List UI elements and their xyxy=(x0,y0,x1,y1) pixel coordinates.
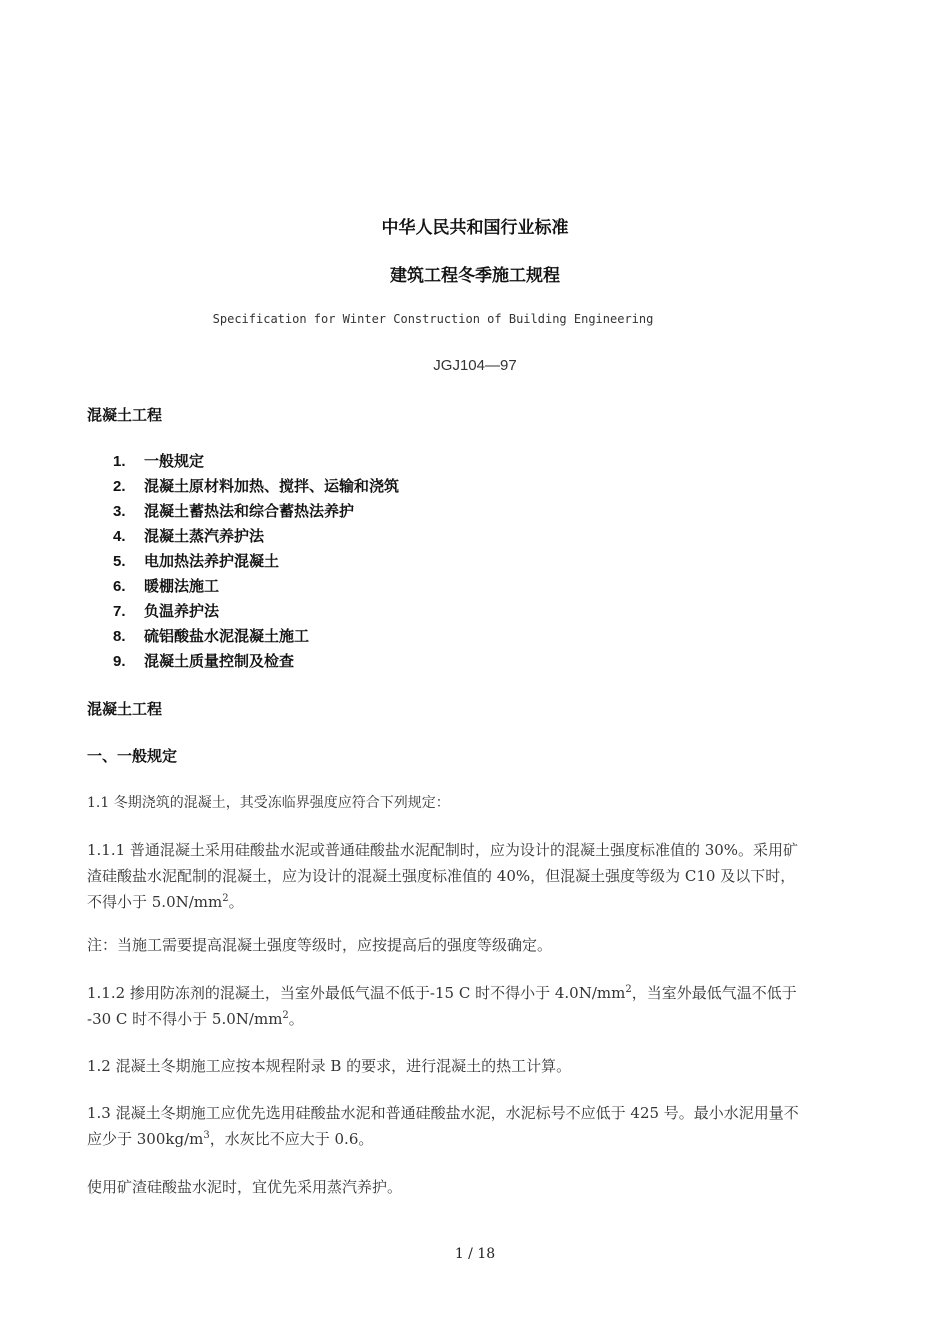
clause-line: 应少于 $300kg/m^3$，水灰比不应大于 0.6。 xyxy=(87,1130,374,1148)
clause-1-1-2 xyxy=(87,980,867,1032)
toc-item: 7. 负温养护法 xyxy=(113,602,220,620)
page-indicator: 1 / 18 xyxy=(454,1246,496,1262)
standard-code: JGJ104—97 xyxy=(433,357,517,374)
clause-line: 不得小于 $5.0N/mm^2$。 xyxy=(87,893,244,911)
toc-item: 1. 一般规定 xyxy=(113,452,205,470)
clause-line: -30 C 时不得小于 $5.0N/mm^2$。 xyxy=(87,1010,304,1028)
clause-1-3 xyxy=(87,1100,867,1152)
clause-1-1: 1.1 冬期浇筑的混凝土，其受冻临界强度应符合下列规定： xyxy=(87,795,450,811)
toc-item: 4. 混凝土蒸汽养护法 xyxy=(113,527,265,545)
clause-line: 1.3 混凝土冬期施工应优先选用硅酸盐水泥和普通硅酸盐水泥，水泥标号不应低于 425 号。最小水泥用量不 xyxy=(87,1104,799,1122)
clause-note-slag-cement: 使用矿渣硅酸盐水泥时，宜优先采用蒸汽养护。 xyxy=(87,1178,403,1196)
clause-1-1-1 xyxy=(87,837,867,915)
toc-item-label: 混凝土质量控制及检查 xyxy=(144,652,295,670)
clause-line: 1.1.1 普通混凝土采用硅酸盐水泥或普通硅酸盐水泥配制时，应为设计的混凝土强度标准值的 30%。采用矿 xyxy=(87,841,799,859)
toc-item: 8. 硫铝酸盐水泥混凝土施工 xyxy=(113,627,310,645)
toc-item-label: 电加热法养护混凝土 xyxy=(144,552,280,570)
toc-item-label: 一般规定 xyxy=(144,452,205,470)
toc-item-label: 负温养护法 xyxy=(144,602,220,620)
toc-item: 2. 混凝土原材料加热、搅拌、运输和浇筑 xyxy=(113,477,400,495)
note: 注：当施工需要提高混凝土强度等级时，应按提高后的强度等级确定。 xyxy=(87,936,553,954)
clause-line: 1.1.2 掺用防冻剂的混凝土，当室外最低气温不低于-15 C 时不得小于 $4.0N/mm^2$，当室外最低气温不低于 xyxy=(87,984,797,1002)
body-section-heading: 混凝土工程 xyxy=(87,700,163,718)
section-heading: 混凝土工程 xyxy=(87,406,163,424)
document-subtitle: 建筑工程冬季施工规程 xyxy=(390,266,560,286)
subsection-heading: 一、一般规定 xyxy=(87,747,178,765)
toc-item-label: 混凝土蓄热法和综合蓄热法养护 xyxy=(144,502,355,520)
toc-item: 9. 混凝土质量控制及检查 xyxy=(113,652,295,670)
toc-item: 5. 电加热法养护混凝土 xyxy=(113,552,280,570)
toc-item: 6. 暖棚法施工 xyxy=(113,577,220,595)
toc-item-label: 硫铝酸盐水泥混凝土施工 xyxy=(144,627,310,645)
toc-item-label: 混凝土蒸汽养护法 xyxy=(144,527,265,545)
toc-item: 3. 混凝土蓄热法和综合蓄热法养护 xyxy=(113,502,355,520)
document-title: 中华人民共和国行业标准 xyxy=(381,218,569,238)
toc-item-label: 混凝土原材料加热、搅拌、运输和浇筑 xyxy=(144,477,400,495)
table-of-contents xyxy=(113,449,399,674)
clause-1-2: 1.2 混凝土冬期施工应按本规程附录 B 的要求，进行混凝土的热工计算。 xyxy=(87,1057,572,1075)
english-title: Specification for Winter Construction of Building Engineering xyxy=(212,312,654,326)
toc-item-label: 暖棚法施工 xyxy=(144,577,220,595)
clause-line: 渣硅酸盐水泥配制的混凝土，应为设计的混凝土强度标准值的 40%，但混凝土强度等级为 C10 及以下时， xyxy=(87,867,796,885)
